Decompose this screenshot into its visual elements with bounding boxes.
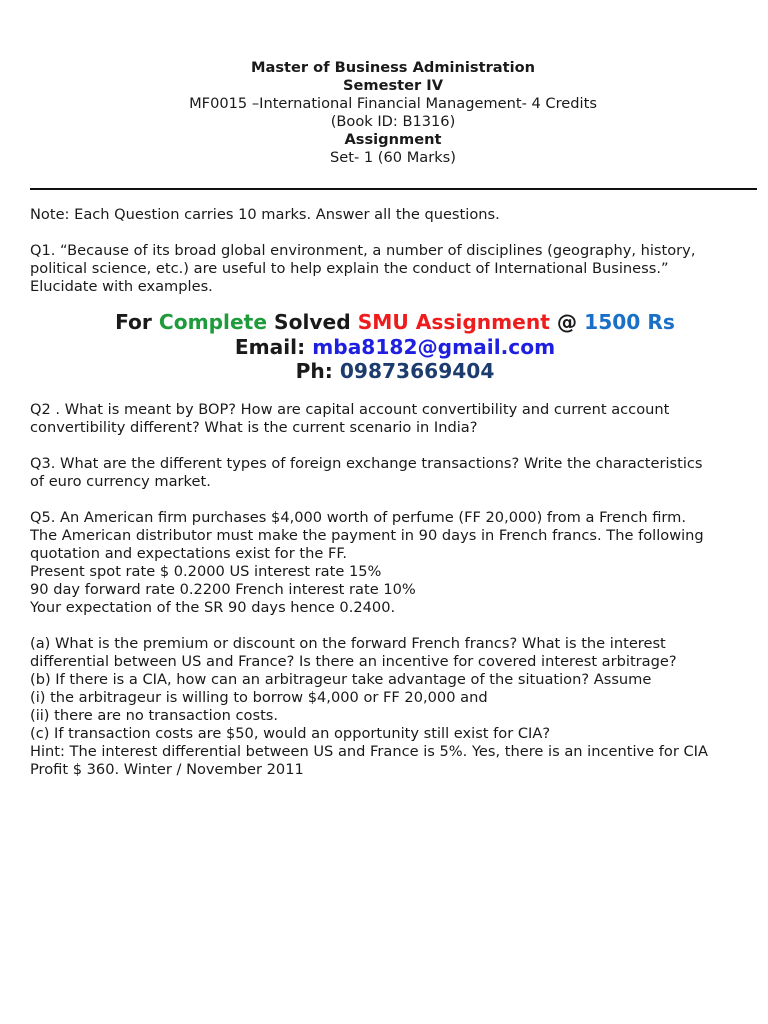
q5-line: quotation and expectations exist for the FF. <box>30 544 348 562</box>
course-title: MF0015 –International Financial Management- 4 Credits <box>189 95 597 112</box>
phone-number: 09873669404 <box>339 359 495 383</box>
promo-for: For <box>115 310 159 334</box>
q5-part-line: (c) If transaction costs are $50, would an opportunity still exist for CIA? <box>30 724 551 742</box>
q5-part-line: differential between US and France? Is there an incentive for covered interest arbitrage? <box>30 652 677 670</box>
q5-line: Q5. An American firm purchases $4,000 worth of perfume (FF 20,000) from a French firm. <box>30 508 687 526</box>
q1-line: Q1. “Because of its broad global environment, a number of disciplines (geography, history, <box>30 242 696 259</box>
email-link[interactable]: mba8182@gmail.com <box>312 334 556 359</box>
question-5-parts <box>30 635 760 779</box>
q5-line: Your expectation of the SR 90 days hence 0.2400. <box>30 598 396 616</box>
promo-smu-assignment: SMU Assignment <box>357 310 550 334</box>
promo-banner <box>30 310 760 384</box>
q5-part-line: (i) the arbitrageur is willing to borrow $4,000 or FF 20,000 and <box>30 688 488 706</box>
q5-line: Present spot rate $ 0.2000 US interest rate 15% <box>30 562 382 580</box>
email-label: Email: <box>234 334 313 359</box>
q5-line: The American distributor must make the payment in 90 days in French francs. The following <box>30 526 704 544</box>
semester-title: Semester IV <box>342 77 444 94</box>
question-5 <box>30 509 760 617</box>
q5-part-line: Profit $ 360. Winter / November 2011 <box>30 760 304 778</box>
q5-part-line: (ii) there are no transaction costs. <box>30 706 279 724</box>
spacer <box>30 437 760 455</box>
header-divider <box>30 188 757 190</box>
book-id: (Book ID: B1316) <box>330 113 456 130</box>
promo-phone <box>30 359 760 384</box>
note-line: Note: Each Question carries 10 marks. Answer all the questions. <box>30 206 500 223</box>
q1-line: political science, etc.) are useful to help explain the conduct of International Business.” <box>30 260 669 277</box>
promo-email <box>30 335 760 360</box>
q3-line: of euro currency market. <box>30 472 211 490</box>
spacer <box>30 617 760 635</box>
q5-part-line: Hint: The interest differential between US and France is 5%. Yes, there is an incentive for CIA <box>30 742 708 760</box>
spacer <box>30 491 760 509</box>
spacer <box>30 224 760 242</box>
set-marks: Set- 1 (60 Marks) <box>330 149 456 166</box>
promo-price: 1500 Rs <box>584 310 675 334</box>
document-body <box>30 206 760 779</box>
q5-part-line: (a) What is the premium or discount on the forward French francs? What is the interest <box>30 634 666 652</box>
question-1 <box>30 242 760 296</box>
document-header <box>0 59 768 167</box>
note-text <box>30 206 760 224</box>
question-3 <box>30 455 760 491</box>
program-title: Master of Business Administration <box>250 59 536 76</box>
question-2 <box>30 401 760 437</box>
q5-part-line: (b) If there is a CIA, how can an arbitrageur take advantage of the situation? Assume <box>30 670 652 688</box>
q2-line: Q2 . What is meant by BOP? How are capital account convertibility and current account <box>30 400 670 418</box>
q1-line: Elucidate with examples. <box>30 278 213 295</box>
q5-line: 90 day forward rate 0.2200 French interest rate 10% <box>30 580 416 598</box>
promo-solved: Solved <box>267 310 358 334</box>
promo-complete: Complete <box>158 310 268 334</box>
q2-line: convertibility different? What is the current scenario in India? <box>30 418 478 436</box>
assignment-title: Assignment <box>344 131 442 148</box>
phone-label: Ph: <box>295 359 340 383</box>
promo-offer <box>30 310 760 335</box>
q3-line: Q3. What are the different types of foreign exchange transactions? Write the characteristics <box>30 454 703 472</box>
promo-at: @ <box>549 310 585 334</box>
